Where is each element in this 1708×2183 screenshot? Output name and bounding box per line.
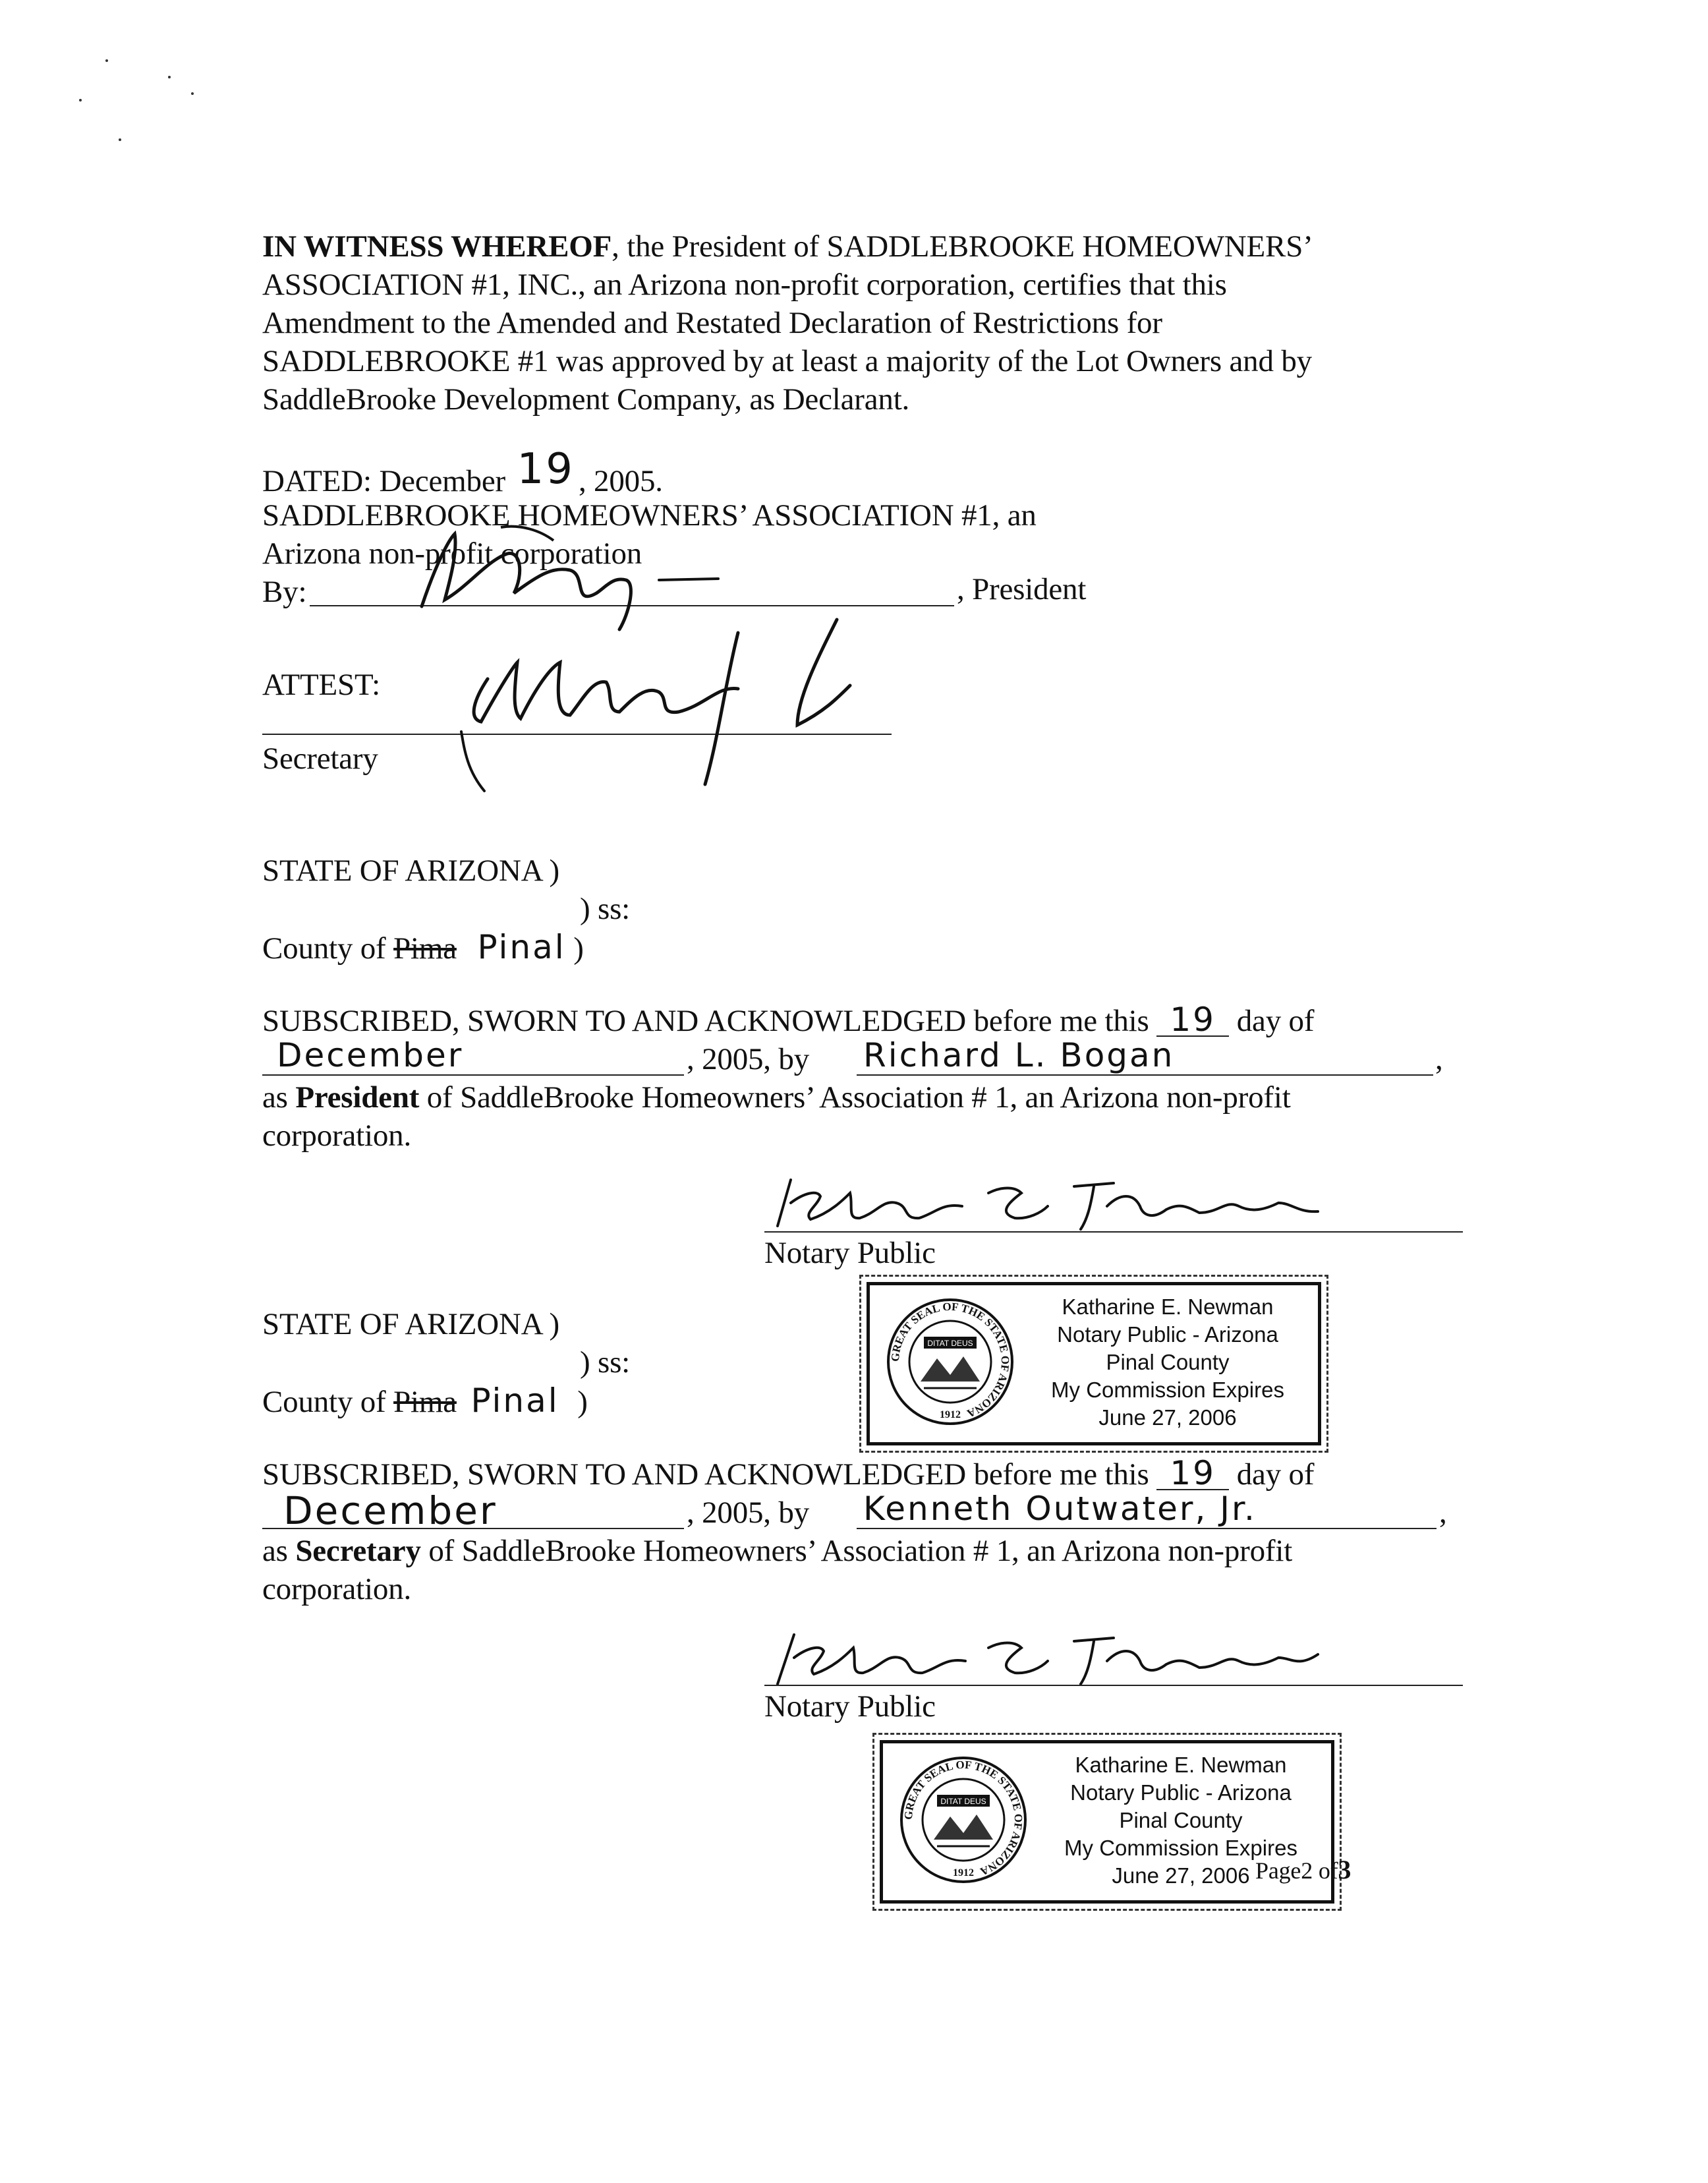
- stamp-name: Katharine E. Newman: [1062, 1295, 1274, 1319]
- notary1-day-handwritten: 19: [1156, 1004, 1229, 1037]
- witness-line-2: ASSOCIATION #1, INC., an Arizona non-profit corporation, certifies that this: [262, 268, 1227, 302]
- notary1-stamp: [867, 1282, 1321, 1445]
- notary1-comma: ,: [1435, 1042, 1443, 1076]
- notary2-as: as: [262, 1534, 296, 1568]
- notary2-county-struck: Pima: [393, 1385, 457, 1419]
- stamp-county: Pinal County: [1119, 1808, 1243, 1832]
- seal-text: GREAT SEAL OF THE STATE OF ARIZONA: [888, 1300, 1012, 1420]
- dated-day-handwritten: 19: [517, 445, 575, 494]
- notary2-corp: corporation.: [262, 1572, 411, 1606]
- notary2-county-close: ): [577, 1385, 588, 1419]
- dated-suffix: , 2005.: [578, 464, 663, 498]
- stamp-county: Pinal County: [1106, 1350, 1230, 1374]
- notary2-county-handwritten: Pinal: [470, 1382, 559, 1420]
- notary1-as: as: [262, 1080, 296, 1115]
- scan-speck: [119, 138, 121, 141]
- notary1-day-of: day of: [1236, 1004, 1315, 1038]
- by-label: By:: [262, 575, 307, 609]
- assoc-line-1: SADDLEBROOKE HOMEOWNERS’ ASSOCIATION #1, an: [262, 498, 1037, 533]
- stamp-commission: My Commission Expires: [1051, 1378, 1284, 1402]
- notary2-day-handwritten: 19: [1156, 1457, 1229, 1490]
- assoc-line-2: Arizona non-profit corporation: [262, 537, 642, 571]
- notary1-as-line: [262, 1078, 1291, 1117]
- notary1-subscribed: [262, 1002, 1314, 1040]
- notary2-county: [262, 1382, 588, 1421]
- page-of: of: [1318, 1857, 1338, 1884]
- notary2-role: Secretary: [295, 1534, 421, 1568]
- notary2-signature-line: [764, 1685, 1463, 1686]
- scan-speck: [79, 99, 82, 102]
- notary2-signature: [764, 1621, 1344, 1694]
- notary1-name-line: [857, 1074, 1433, 1076]
- arizona-seal-icon: [897, 1754, 1029, 1886]
- dated-line: [262, 445, 663, 500]
- arizona-seal-icon: [884, 1296, 1016, 1428]
- notary1-month-line: [262, 1074, 684, 1076]
- president-label: , President: [957, 572, 1087, 606]
- notary2-notary-public: Notary Public: [764, 1689, 936, 1724]
- stamp-title: Notary Public - Arizona: [1070, 1780, 1292, 1805]
- stamp-title: Notary Public - Arizona: [1057, 1322, 1278, 1347]
- notary1-org: of SaddleBrooke Homeowners’ Association # 1, an Arizona non-profit: [419, 1080, 1291, 1115]
- notary1-stamp-text: [1023, 1293, 1313, 1432]
- attest-label: ATTEST:: [262, 668, 381, 702]
- notary2-day-of: day of: [1236, 1457, 1315, 1492]
- secretary-label: Secretary: [262, 742, 378, 776]
- notary1-signature-line: [764, 1231, 1463, 1233]
- scan-speck: [168, 76, 171, 78]
- witness-line-4: SADDLEBROOKE #1 was approved by at least a majority of the Lot Owners and by: [262, 344, 1312, 378]
- notary2-month-handwritten: December: [283, 1488, 498, 1533]
- witness-lead: IN WITNESS WHEREOF: [262, 229, 612, 264]
- page-current: 2: [1301, 1857, 1313, 1884]
- page-label: Page: [1255, 1857, 1301, 1884]
- notary2-year-by: , 2005, by: [687, 1496, 810, 1530]
- notary2-state: STATE OF ARIZONA ): [262, 1307, 559, 1341]
- stamp-commission: My Commission Expires: [1064, 1836, 1297, 1860]
- witness-line-1: [262, 227, 1313, 266]
- scan-speck: [105, 59, 108, 62]
- notary2-county-prefix: County of: [262, 1385, 394, 1419]
- notary1-name-handwritten: Richard L. Bogan: [863, 1036, 1175, 1074]
- witness-line-1-rest: , the President of SADDLEBROOKE HOMEOWNERS’: [612, 229, 1313, 264]
- page-total: 3: [1338, 1855, 1352, 1884]
- stamp-name: Katharine E. Newman: [1075, 1753, 1287, 1777]
- notary2-comma: ,: [1439, 1496, 1447, 1530]
- notary2-subscribed-text: SUBSCRIBED, SWORN TO AND ACKNOWLEDGED before me this: [262, 1457, 1149, 1492]
- witness-line-5: SaddleBrooke Development Company, as Declarant.: [262, 382, 910, 417]
- stamp-expires: June 27, 2006: [1098, 1405, 1237, 1430]
- notary1-county-handwritten: Pinal: [477, 928, 566, 966]
- notary2-ss: ) ss:: [580, 1345, 631, 1380]
- seal-motto: DITAT DEUS: [940, 1797, 986, 1806]
- notary2-name-line: [857, 1528, 1437, 1529]
- secretary-signature: [428, 606, 850, 804]
- witness-line-3: Amendment to the Amended and Restated Declaration of Restrictions for: [262, 306, 1162, 340]
- notary1-year-by: , 2005, by: [687, 1042, 810, 1076]
- notary1-notary-public: Notary Public: [764, 1236, 936, 1270]
- notary2-org: of SaddleBrooke Homeowners’ Association # 1, an Arizona non-profit: [420, 1534, 1293, 1568]
- notary1-role: President: [295, 1080, 420, 1115]
- seal-year: 1912: [953, 1867, 974, 1878]
- notary1-state: STATE OF ARIZONA ): [262, 854, 559, 888]
- notary1-county-struck: Pima: [393, 931, 457, 966]
- seal-year: 1912: [940, 1409, 961, 1420]
- notary1-ss: ) ss:: [580, 892, 631, 926]
- scan-speck: [191, 92, 194, 95]
- notary1-corp: corporation.: [262, 1119, 411, 1153]
- stamp-expires: June 27, 2006: [1112, 1863, 1250, 1888]
- notary1-county-prefix: County of: [262, 931, 394, 966]
- page-number: [1255, 1855, 1351, 1885]
- notary1-county: [262, 928, 584, 968]
- notary2-name-handwritten: Kenneth Outwater, Jr.: [863, 1490, 1257, 1528]
- notary1-month-handwritten: December: [277, 1036, 464, 1074]
- notary2-as-line: [262, 1532, 1292, 1570]
- notary1-county-close: ): [573, 931, 584, 966]
- seal-text: GREAT SEAL OF THE STATE OF ARIZONA: [901, 1758, 1025, 1878]
- notary1-signature: [764, 1167, 1344, 1239]
- seal-motto: DITAT DEUS: [927, 1339, 973, 1348]
- dated-prefix: DATED: December: [262, 464, 505, 498]
- notary1-subscribed-text: SUBSCRIBED, SWORN TO AND ACKNOWLEDGED before me this: [262, 1004, 1149, 1038]
